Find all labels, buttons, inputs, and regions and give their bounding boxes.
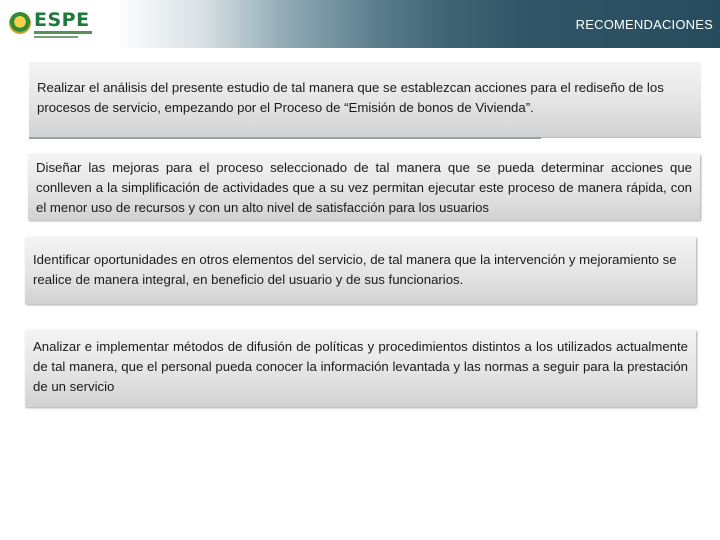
header-bar (0, 0, 720, 48)
divider-line (29, 137, 541, 139)
university-seal-icon (9, 12, 31, 34)
recommendation-box: Diseñar las mejoras para el proceso seleccionado de tal manera que se pueda determinar acciones que conlleven a la simplificación de actividades que a su vez permitan ejecutar este proceso de manera rápida, con el menor uso de recursos y con un alto nivel de satisfacción para los usuarios (28, 154, 700, 220)
recommendation-box: Realizar el análisis del presente estudio de tal manera que se establezcan acciones para el rediseño de los procesos de servicio, empezando por el Proceso de “Emisión de bonos de Vivienda”. (29, 62, 701, 138)
recommendation-box: Analizar e implementar métodos de difusión de políticas y procedimientos distintos a los utilizados actualmente de tal manera, que el personal pueda conocer la información levantada y las normas a seguir para la prestación de un servicio (25, 330, 696, 407)
logo-subtitle-line (34, 31, 92, 34)
espe-logo (6, 8, 96, 44)
slide-title: RECOMENDACIONES (575, 17, 713, 32)
logo-text: ESPE (34, 9, 90, 31)
recommendation-box: Identificar oportunidades en otros elementos del servicio, de tal manera que la intervención y mejoramiento se realice de manera integral, en beneficio del usuario y de sus funcionarios. (25, 237, 696, 304)
logo-subtitle-line (34, 36, 78, 38)
